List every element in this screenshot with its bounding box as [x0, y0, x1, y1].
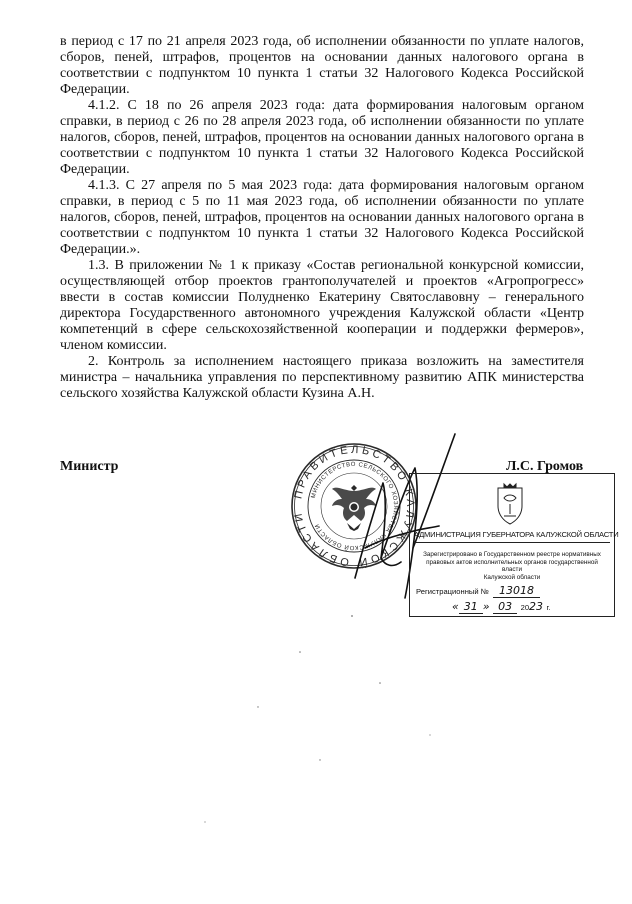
stamp-date-suffix: г. [546, 603, 551, 612]
paragraph: 4.1.2. С 18 по 26 апреля 2023 года: дата формирования налоговым органом справки, в период с 26 по 28 апреля 2023 года, об исполнении обязанности по уплате налогов, сборов, пеней, штрафов, процентов на основании данных налогового органа в соответствии с подпунктом 10 пункта 1 статьи 32 Налогового Кодекса Российской Федерации. [60, 98, 584, 177]
paragraph: 1.3. В приложении № 1 к приказу «Состав региональной конкурсной комиссии, осуществляющей отбор проектов грантополучателей и проектов «Агропрогресс» ввести в состав комиссии Полудненко Екатерину Святославовну – генерального директора Государственного автономного учреждения Калужской области «Центр компетенций в сфере сельскохозяйственной кооперации и поддержки фермеров», членом комиссии. [60, 258, 584, 353]
stamp-organization: АДМИНИСТРАЦИЯ ГУБЕРНАТОРА КАЛУЖСКОЙ ОБЛАСТИ [414, 530, 610, 543]
stamp-date-month: 03 [493, 600, 517, 614]
stamp-date-year-suffix: 23 [529, 600, 544, 613]
seal-outer-text: ПРАВИТЕЛЬСТВО КАЛУЖСКОЙ ОБЛАСТИ [292, 443, 417, 569]
stamp-registration-note [416, 551, 608, 581]
signatory-title: Министр [60, 459, 119, 474]
stamp-registration-date: « 31 » 03 2023 г. [452, 600, 551, 613]
seal-inner-text: МИНИСТЕРСТВО СЕЛЬСКОГО ХОЗЯЙСТВА КАЛУЖСКОЙ ОБЛАСТИ [310, 461, 399, 551]
registration-stamp [409, 473, 619, 617]
stamp-reg-number: 13018 [493, 584, 540, 598]
stamp-registration-number [416, 584, 612, 597]
paragraph: 2. Контроль за исполнением настоящего приказа возложить на заместителя министра – начальника управления по перспективному развитию АПК министерства сельского хозяйства Калужской области Кузина А.Н. [60, 354, 584, 401]
stamp-reg-label: Регистрационный № [416, 587, 489, 596]
stamp-note-line: Калужской области [483, 573, 541, 581]
paragraph: 4.1.3. С 27 апреля по 5 мая 2023 года: дата формирования налоговым органом справки, в период с 5 по 11 мая 2023 года, об исполнении обязанности по уплате налогов, сборов, пеней, штрафов, процентов на основании данных налогового органа в соответствии с подпунктом 10 пункта 1 статьи 32 Налогового Кодекса Российской Федерации.». [60, 178, 584, 257]
stamp-note-line: правовых актов исполнительных органов государственной власти [426, 558, 598, 574]
paragraph: в период с 17 по 21 апреля 2023 года, об исполнении обязанности по уплате налогов, сборов, пеней, штрафов, процентов на основании данных налогового органа в соответствии с подпунктом 10 пункта 1 статьи 32 Налогового Кодекса Российской Федерации. [60, 34, 584, 97]
signatory-name: Л.С. Громов [506, 459, 584, 474]
document-body [60, 34, 584, 402]
stamp-date-day: 31 [459, 600, 483, 614]
stamp-date-year-prefix: 20 [520, 603, 530, 612]
stamp-note-line: Зарегистрировано в Государственном реестре нормативных [423, 551, 601, 558]
coat-of-arms-icon [490, 482, 530, 526]
